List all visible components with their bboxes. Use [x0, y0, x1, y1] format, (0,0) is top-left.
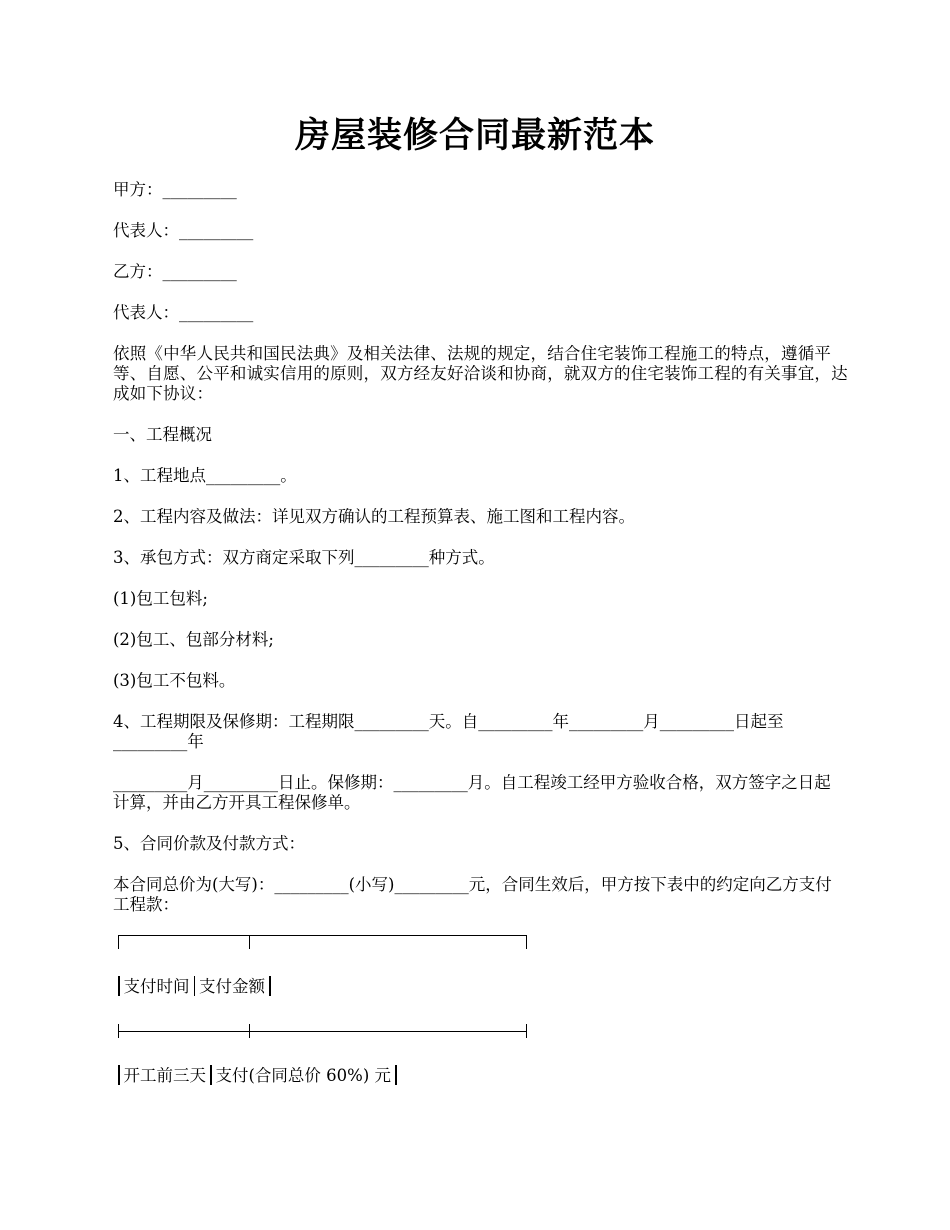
table-rule	[526, 935, 527, 949]
intro-paragraph: 依照《中华人民共和国民法典》及相关法律、法规的规定，结合住宅装饰工程施工的特点，遵循平等、自愿、公平和诚实信用的原则，双方经友好洽谈和协商，就双方的住宅装饰工程的有关事宜，达成如下协议：	[113, 344, 848, 403]
table-cell: 开工前三天	[123, 1066, 206, 1085]
table-header-cell: 支付时间	[123, 977, 190, 996]
table-rule	[395, 1065, 397, 1085]
document-title: 房屋装修合同最新范本	[294, 115, 655, 156]
table-rule	[249, 935, 250, 949]
table-cell: 支付(合同总价 60%) 元	[215, 1066, 392, 1085]
option-1: (1)包工包料;	[113, 589, 208, 608]
clause-5: 5、合同价款及付款方式：	[113, 834, 305, 853]
price-paragraph: 本合同总价为(大写)：_________(小写)_________元，合同生效后，甲方按下表中的约定向乙方支付工程款：	[113, 875, 832, 914]
clause-1: 1、工程地点_________。	[113, 466, 297, 485]
clause-3: 3、承包方式：双方商定采取下列_________种方式。	[113, 548, 495, 567]
option-2: (2)包工、包部分材料;	[113, 630, 274, 649]
document-body	[113, 180, 853, 1113]
party-b-line: 乙方：_________	[113, 262, 237, 281]
table-rule	[118, 1024, 119, 1038]
table-header-row	[113, 976, 853, 997]
table-rule	[194, 976, 196, 996]
table-rule	[118, 1065, 120, 1085]
table-rule	[210, 1065, 212, 1085]
table-rule	[118, 1031, 526, 1032]
table-rule	[526, 1024, 527, 1038]
table-rule	[118, 976, 120, 996]
rep-b-line: 代表人：_________	[113, 303, 254, 322]
rep-a-line: 代表人：_________	[113, 221, 254, 240]
party-a-line: 甲方：_________	[113, 180, 237, 199]
table-middle-border	[118, 1024, 538, 1038]
clause-4-continued: _________月_________日止。保修期：_________月。自工程竣工经甲方验收合格，双方签字之日起计算，并由乙方开具工程保修单。	[113, 773, 831, 812]
table-rule	[249, 1024, 250, 1038]
table-row	[113, 1065, 853, 1086]
table-rule	[269, 976, 271, 996]
table-rule	[118, 935, 119, 949]
clause-2: 2、工程内容及做法：详见双方确认的工程预算表、施工图和工程内容。	[113, 507, 635, 526]
table-top-border	[118, 935, 538, 949]
option-3: (3)包工不包料。	[113, 671, 236, 690]
clause-4: 4、工程期限及保修期：工程期限_________天。自_________年_________月_________日起至_________年	[113, 712, 784, 751]
section-heading-1: 一、工程概况	[113, 425, 212, 444]
table-rule	[118, 935, 526, 936]
table-header-cell: 支付金额	[199, 977, 265, 996]
